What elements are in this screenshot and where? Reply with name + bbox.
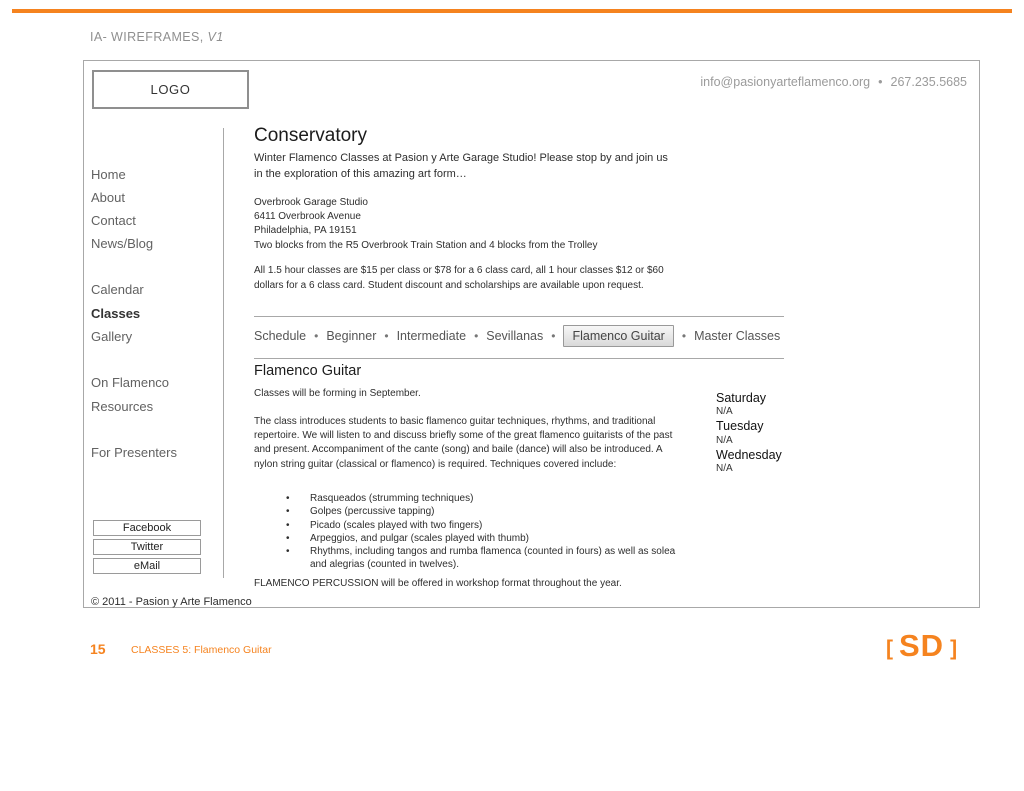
tab-separator-dot: • [384,329,389,343]
tab-separator-dot: • [551,329,556,343]
logo-label: LOGO [150,82,191,97]
document-version: V1 [207,30,224,44]
class-description: The class introduces students to basic flamenco guitar techniques, rhythms, and traditional repertoire. We will listen to and discuss briefly some of the great flamenco guitarists of the past and present. Accompaniment of the cante (song) and baile (dance) will also be introduced. A nylon string guitar (classical or flamenco) is required. Techniques covered include: [254,416,673,470]
sidebar-item-calendar[interactable]: Calendar [91,282,144,297]
schedule-day: Saturday [716,391,767,405]
twitter-button-label: Twitter [130,541,164,553]
bullet-icon: • [286,506,290,518]
list-item-text: Arpeggios, and pulgar (scales played with thumb) [310,532,530,544]
address-line-4: Two blocks from the R5 Overbrook Train Station and 4 blocks from the Trolley [254,239,598,251]
tab-separator-dot: • [474,329,479,343]
sidebar-item-for-presenters[interactable]: For Presenters [91,445,177,460]
list-item-text: Rhythms, including tangos and rumba flamenca (counted in fours) as well as solea and alegrias (counted in twelves). [310,546,676,571]
sd-logo-mark: SD [899,628,945,663]
tabs-top-rule [254,316,784,317]
contact-info [700,75,967,89]
list-item-text: Rasqueados (strumming techniques) [310,493,474,504]
sidebar-item-about[interactable]: About [91,190,125,205]
address-line-1: Overbrook Garage Studio [254,197,368,208]
page-title: Conservatory [254,125,367,146]
sd-logo [886,628,957,670]
facebook-button[interactable] [93,520,201,536]
list-item [286,505,686,518]
wireframe-canvas [83,60,980,608]
list-item [286,519,686,532]
email-button-label: eMail [133,560,161,572]
list-item-text: Golpes (percussive tapping) [310,506,435,518]
schedule-day: Tuesday [716,419,764,434]
section-title: Flamenco Guitar [254,363,362,379]
tab-separator-dot: • [681,329,687,343]
schedule-time: N/A [716,434,733,446]
sidebar-divider [223,128,224,578]
list-item [286,545,686,572]
twitter-button[interactable] [93,539,201,555]
schedule-time: N/A [716,463,733,475]
tab-flamenco-guitar[interactable]: Flamenco Guitar [563,325,673,347]
sidebar-item-gallery[interactable]: Gallery [91,329,133,344]
tab-sevillanas[interactable]: Sevillanas [486,329,544,343]
sidebar-item-resources[interactable]: Resources [91,399,154,414]
contact-phone: 267.235.5685 [890,75,967,89]
sd-logo-right-bracket: ] [950,637,958,660]
bullet-icon: • [286,532,290,544]
tab-schedule[interactable]: Schedule [254,329,307,343]
accent-top-rule [12,9,1012,13]
page-caption: CLASSES 5: Flamenco Guitar [131,644,272,656]
list-item [286,492,686,505]
sidebar-item-on-flamenco[interactable]: On Flamenco [91,375,170,390]
bullet-icon: • [286,493,290,504]
percussion-note: FLAMENCO PERCUSSION will be offered in workshop format throughout the year. [254,578,622,589]
tab-beginner[interactable]: Beginner [326,329,377,343]
list-item [286,532,686,545]
sidebar-item-classes[interactable]: Classes [91,306,141,321]
bullet-icon: • [286,546,290,558]
schedule-day: Wednesday [716,447,782,462]
class-schedule [716,391,782,476]
class-tabs [254,324,794,348]
tab-separator-dot: • [314,329,319,343]
page-number: 15 [90,641,106,657]
address-line-3: Philadelphia, PA 19151 [254,225,357,237]
sidebar-item-contact[interactable]: Contact [91,213,136,228]
sidebar-item-home[interactable]: Home [91,167,126,182]
document-title-label: IA- WIREFRAMES, [90,30,204,44]
address-line-2: 6411 Overbrook Avenue [254,211,361,223]
bullet-icon: • [286,519,290,531]
logo-placeholder[interactable] [92,70,249,109]
tab-master-classes[interactable]: Master Classes [694,329,781,343]
address-block [254,196,597,253]
technique-list [286,492,686,572]
forming-note: Classes will be forming in September. [254,388,421,399]
intro-paragraph: Winter Flamenco Classes at Pasion y Arte Garage Studio! Please stop by and join us in the exploration of this amazing art form… [254,152,668,180]
sidebar-item-news-blog[interactable]: News/Blog [91,236,154,251]
email-button[interactable] [93,558,201,574]
facebook-button-label: Facebook [122,522,172,534]
document-title [90,30,224,44]
sd-logo-left-bracket: [ [886,637,893,660]
pricing-paragraph: All 1.5 hour classes are $15 per class or $78 for a 6 class card, all 1 hour classes $12 or $60 dollars for a 6 class card. Student discount and scholarships are available upon request. [254,265,664,291]
contact-email-link[interactable]: info@pasionyarteflamenco.org [700,75,871,89]
tabs-bottom-rule [254,358,784,359]
contact-separator: • [878,75,883,89]
list-item-text: Picado (scales played with two fingers) [310,519,483,531]
copyright-notice: © 2011 - Pasion y Arte Flamenco [91,596,252,608]
tab-intermediate[interactable]: Intermediate [396,329,467,343]
schedule-time: N/A [716,406,733,418]
